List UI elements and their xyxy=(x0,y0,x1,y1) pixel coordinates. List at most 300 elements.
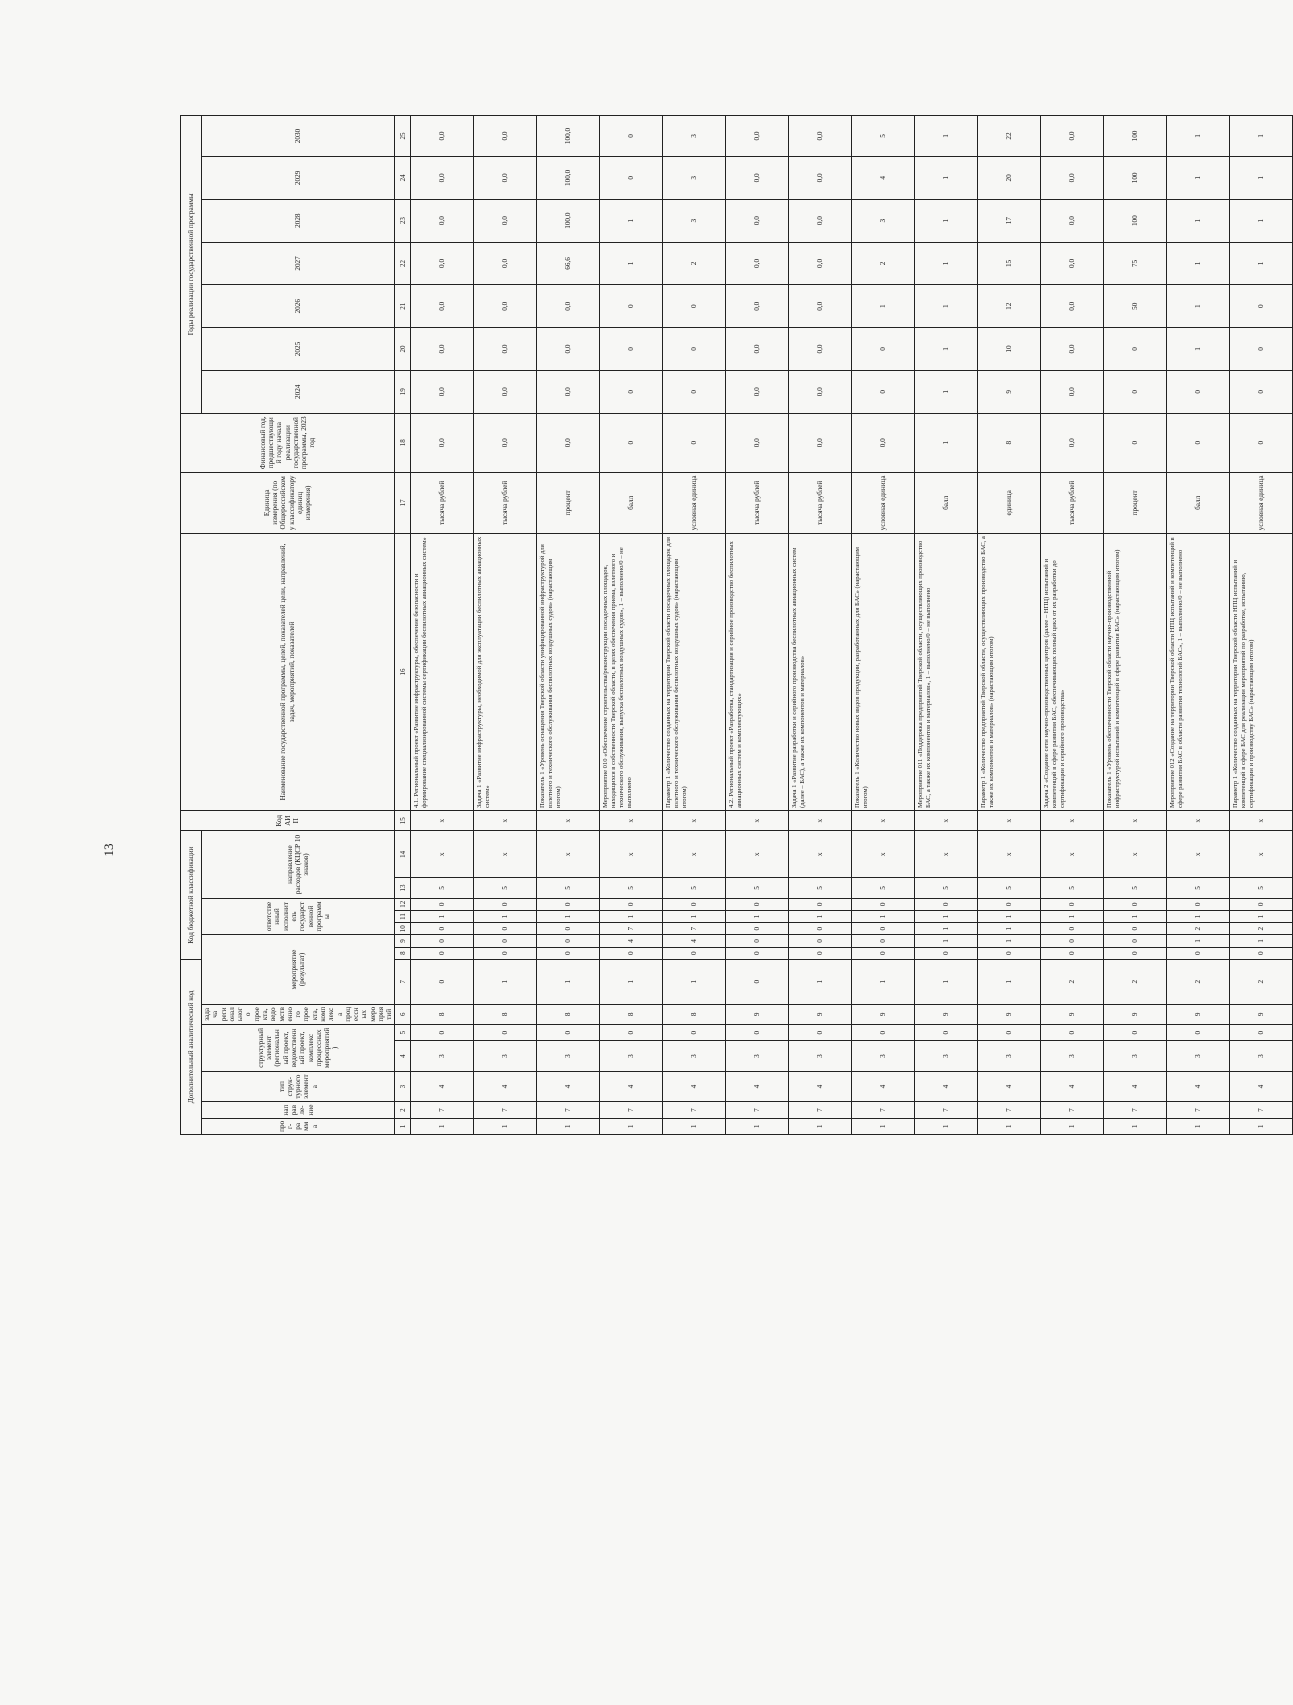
code-cell: 7 xyxy=(600,923,663,935)
year-value: 0 xyxy=(600,285,663,328)
aip-cell: x xyxy=(726,811,789,831)
column-number: 22 xyxy=(395,242,411,285)
code-cell: 4 xyxy=(978,1071,1041,1102)
code-cell: 0 xyxy=(474,923,537,935)
year-value: 0,0 xyxy=(789,156,852,199)
year-value: 0 xyxy=(1230,328,1293,371)
code-cell: 9 xyxy=(852,1004,915,1024)
code-cell: 0 xyxy=(411,935,474,947)
year-value: 75 xyxy=(1104,242,1167,285)
year-value: 3 xyxy=(663,116,726,157)
code-cell: 0 xyxy=(1230,898,1293,910)
year-value: 0,0 xyxy=(789,285,852,328)
code-cell: 5 xyxy=(1104,878,1167,898)
code-cell: 8 xyxy=(411,1004,474,1024)
expense-cell: x xyxy=(600,831,663,878)
code-cell: 0 xyxy=(1041,935,1104,947)
code-cell: 3 xyxy=(789,1041,852,1072)
year-value: 12 xyxy=(978,285,1041,328)
code-cell: 0 xyxy=(1041,1024,1104,1040)
year-value: 0,0 xyxy=(789,116,852,157)
code-cell: 7 xyxy=(789,1102,852,1118)
year-value: 0,0 xyxy=(474,285,537,328)
code-cell: 0 xyxy=(1167,898,1230,910)
base-year-value: 0,0 xyxy=(537,413,600,472)
year-value: 1 xyxy=(600,242,663,285)
code-cell: 4 xyxy=(474,1071,537,1102)
code-cell: 2 xyxy=(1167,959,1230,1004)
code-cell: 8 xyxy=(663,1004,726,1024)
year-value: 0,0 xyxy=(789,370,852,413)
code-cell: 4 xyxy=(1230,1071,1293,1102)
code-cell: 4 xyxy=(411,1071,474,1102)
code-cell: 5 xyxy=(1167,878,1230,898)
year-value: 0,0 xyxy=(411,285,474,328)
code-cell: 1 xyxy=(915,923,978,935)
row-name: Задача 1 «Развитие разработки и серийного производства беспилотных авиационных систем (далее – БАС), а также их компонентов и материалов» xyxy=(789,533,852,810)
code-cell: 0 xyxy=(852,898,915,910)
year-value: 22 xyxy=(978,116,1041,157)
expense-cell: x xyxy=(1104,831,1167,878)
row-name: 4.2. Региональный проект «Разработка, стандартизация и серийное производство беспилотных авиационных систем и комплектующих» xyxy=(726,533,789,810)
column-number: 21 xyxy=(395,285,411,328)
year-value: 0,0 xyxy=(474,370,537,413)
year-value: 1 xyxy=(915,285,978,328)
code-cell: 3 xyxy=(915,1041,978,1072)
year-value: 50 xyxy=(1104,285,1167,328)
year-value: 0,0 xyxy=(1041,156,1104,199)
code-cell: 8 xyxy=(537,1004,600,1024)
code-cell: 1 xyxy=(600,910,663,922)
code-cell: 7 xyxy=(411,1102,474,1118)
header-budget-group: Код бюджетной классификации xyxy=(181,831,202,959)
year-value: 100,0 xyxy=(537,199,600,242)
row-name: Мероприятие 012 «Создание на территории Тверской области НПЦ испытаний и компетенций в сфере развития БАС в области развития технологий БАС», 1 – выполнено/0 – не выполнено xyxy=(1167,533,1230,810)
code-cell: 1 xyxy=(915,935,978,947)
expense-cell: x xyxy=(915,831,978,878)
unit-cell: условная единица xyxy=(1230,472,1293,533)
code-cell: 0 xyxy=(1167,947,1230,959)
aip-cell: x xyxy=(474,811,537,831)
code-cell: 1 xyxy=(1167,935,1230,947)
base-year-value: 0,0 xyxy=(1041,413,1104,472)
year-value: 2 xyxy=(852,242,915,285)
year-value: 0,0 xyxy=(537,328,600,371)
code-cell: 0 xyxy=(726,947,789,959)
code-cell: 4 xyxy=(663,1071,726,1102)
column-number: 17 xyxy=(395,472,411,533)
year-value: 0,0 xyxy=(474,156,537,199)
aip-cell: x xyxy=(978,811,1041,831)
expense-cell: x xyxy=(411,831,474,878)
code-cell: 0 xyxy=(789,947,852,959)
header-year: 2025 xyxy=(202,328,395,371)
year-value: 1 xyxy=(915,156,978,199)
code-cell: 3 xyxy=(1230,1041,1293,1072)
program-table xyxy=(180,115,1293,1135)
code-cell: 1 xyxy=(663,910,726,922)
code-cell: 1 xyxy=(789,910,852,922)
year-value: 0,0 xyxy=(1041,116,1104,157)
column-number: 24 xyxy=(395,156,411,199)
expense-cell: x xyxy=(474,831,537,878)
year-value: 9 xyxy=(978,370,1041,413)
year-value: 1 xyxy=(1167,199,1230,242)
aip-cell: x xyxy=(915,811,978,831)
code-cell: 2 xyxy=(1104,959,1167,1004)
year-value: 0 xyxy=(600,116,663,157)
code-cell: 0 xyxy=(915,1024,978,1040)
unit-cell: балл xyxy=(1167,472,1230,533)
aip-cell: x xyxy=(1041,811,1104,831)
code-cell: 1 xyxy=(978,935,1041,947)
code-cell: 9 xyxy=(1104,1004,1167,1024)
unit-cell: единица xyxy=(978,472,1041,533)
header-analytic-group: Дополнительный аналитический код xyxy=(181,959,202,1134)
column-number: 4 xyxy=(395,1041,411,1072)
code-cell: 3 xyxy=(978,1041,1041,1072)
year-value: 0,0 xyxy=(474,116,537,157)
year-value: 0,0 xyxy=(1041,370,1104,413)
code-cell: 0 xyxy=(600,898,663,910)
code-cell: 0 xyxy=(474,935,537,947)
code-cell: 4 xyxy=(600,935,663,947)
code-cell: 0 xyxy=(1230,947,1293,959)
code-cell: 1 xyxy=(789,959,852,1004)
unit-cell: балл xyxy=(915,472,978,533)
header-year: 2024 xyxy=(202,370,395,413)
year-value: 0,0 xyxy=(411,199,474,242)
year-value: 0 xyxy=(663,328,726,371)
unit-cell: тысяча рублей xyxy=(411,472,474,533)
year-value: 66,6 xyxy=(537,242,600,285)
code-cell: 0 xyxy=(1041,923,1104,935)
code-cell: 8 xyxy=(474,1004,537,1024)
code-cell: 1 xyxy=(852,1118,915,1134)
row-name: Показатель 1 «Уровень оснащения Тверской области унифицированной инфраструктурой для взлетного и технического обслуживания беспилотных воздушных судов» (нарастающим итогом) xyxy=(537,533,600,810)
year-value: 100 xyxy=(1104,156,1167,199)
code-cell: 5 xyxy=(1230,878,1293,898)
unit-cell: тысяча рублей xyxy=(726,472,789,533)
code-cell: 0 xyxy=(852,1024,915,1040)
column-number: 6 xyxy=(395,1004,411,1024)
column-number: 19 xyxy=(395,370,411,413)
code-cell: 0 xyxy=(411,923,474,935)
year-value: 0 xyxy=(852,370,915,413)
year-value: 15 xyxy=(978,242,1041,285)
code-cell: 5 xyxy=(600,878,663,898)
year-value: 0,0 xyxy=(474,199,537,242)
code-cell: 5 xyxy=(663,878,726,898)
table-row xyxy=(789,116,852,1135)
year-value: 3 xyxy=(663,156,726,199)
row-name: Показатель 1 «Количество новых видов продукции, разработанных для БАС» (нарастающим итогом) xyxy=(852,533,915,810)
year-value: 0,0 xyxy=(726,370,789,413)
code-cell: 1 xyxy=(474,959,537,1004)
year-value: 0 xyxy=(1104,370,1167,413)
code-cell: 7 xyxy=(1167,1102,1230,1118)
code-cell: 1 xyxy=(915,910,978,922)
code-cell: 5 xyxy=(852,878,915,898)
code-cell: 7 xyxy=(1104,1102,1167,1118)
code-cell: 7 xyxy=(1230,1102,1293,1118)
year-value: 1 xyxy=(1167,285,1230,328)
code-cell: 1 xyxy=(789,1118,852,1134)
year-value: 0 xyxy=(852,328,915,371)
year-value: 5 xyxy=(852,116,915,157)
base-year-value: 0 xyxy=(1104,413,1167,472)
code-cell: 1 xyxy=(600,959,663,1004)
year-value: 0 xyxy=(600,328,663,371)
column-number: 20 xyxy=(395,328,411,371)
table-row xyxy=(1167,116,1230,1135)
code-cell: 1 xyxy=(474,910,537,922)
code-cell: 0 xyxy=(411,898,474,910)
table-row xyxy=(1104,116,1167,1135)
year-value: 0,0 xyxy=(474,328,537,371)
header-years-group: Годы реализации государственной программы xyxy=(181,116,202,414)
code-cell: 1 xyxy=(1230,1118,1293,1134)
unit-cell: тысяча рублей xyxy=(474,472,537,533)
row-name: Мероприятие 011 «Поддержка предприятий Тверской области, осуществляющих производство БАС, а также их компонентов и материалов», 1 – выполнено/0 – не выполнено xyxy=(915,533,978,810)
code-cell: 0 xyxy=(663,947,726,959)
code-cell: 0 xyxy=(600,947,663,959)
code-cell: 4 xyxy=(600,1071,663,1102)
expense-cell: x xyxy=(537,831,600,878)
year-value: 0,0 xyxy=(411,370,474,413)
year-value: 0 xyxy=(1230,370,1293,413)
column-number: 10 xyxy=(395,923,411,935)
base-year-value: 0 xyxy=(663,413,726,472)
table-row xyxy=(852,116,915,1135)
header-program: прог-рамма xyxy=(202,1118,395,1134)
code-cell: 7 xyxy=(1041,1102,1104,1118)
code-cell: 1 xyxy=(1230,910,1293,922)
table-row xyxy=(600,116,663,1135)
code-cell: 0 xyxy=(537,1024,600,1040)
column-number: 15 xyxy=(395,811,411,831)
aip-cell: x xyxy=(1167,811,1230,831)
code-cell: 0 xyxy=(537,947,600,959)
code-cell: 9 xyxy=(915,1004,978,1024)
code-cell: 1 xyxy=(663,1118,726,1134)
column-number: 3 xyxy=(395,1071,411,1102)
code-cell: 0 xyxy=(915,947,978,959)
code-cell: 7 xyxy=(852,1102,915,1118)
aip-cell: x xyxy=(1230,811,1293,831)
code-cell: 1 xyxy=(537,1118,600,1134)
header-aip: Код АИП xyxy=(181,811,395,831)
year-value: 3 xyxy=(852,199,915,242)
code-cell: 0 xyxy=(411,947,474,959)
code-cell: 0 xyxy=(726,959,789,1004)
year-value: 10 xyxy=(978,328,1041,371)
year-value: 0,0 xyxy=(726,199,789,242)
base-year-value: 0,0 xyxy=(852,413,915,472)
year-value: 1 xyxy=(852,285,915,328)
code-cell: 4 xyxy=(789,1071,852,1102)
header-year: 2026 xyxy=(202,285,395,328)
code-cell: 1 xyxy=(978,923,1041,935)
year-value: 1 xyxy=(915,370,978,413)
column-number: 23 xyxy=(395,199,411,242)
code-cell: 0 xyxy=(852,935,915,947)
base-year-value: 8 xyxy=(978,413,1041,472)
table-row xyxy=(474,116,537,1135)
expense-cell: x xyxy=(1041,831,1104,878)
column-number: 1 xyxy=(395,1118,411,1134)
code-cell: 0 xyxy=(537,898,600,910)
code-cell: 0 xyxy=(978,898,1041,910)
year-value: 0,0 xyxy=(1041,199,1104,242)
code-cell: 1 xyxy=(1167,1118,1230,1134)
row-name: Параметр 1 «Количество созданных на территории Тверской области посадочных площадок для взлетного и технического обслуживания беспилотных воздушных судов» (нарастающим итогом) xyxy=(663,533,726,810)
column-number: 9 xyxy=(395,935,411,947)
year-value: 1 xyxy=(915,199,978,242)
code-cell: 4 xyxy=(726,1071,789,1102)
year-value: 3 xyxy=(663,199,726,242)
code-cell: 0 xyxy=(852,947,915,959)
year-value: 1 xyxy=(1167,328,1230,371)
code-cell: 7 xyxy=(600,1102,663,1118)
code-cell: 0 xyxy=(726,1024,789,1040)
code-cell: 1 xyxy=(663,959,726,1004)
year-value: 1 xyxy=(1230,242,1293,285)
aip-cell: x xyxy=(789,811,852,831)
year-value: 0,0 xyxy=(474,242,537,285)
code-cell: 0 xyxy=(789,923,852,935)
aip-cell: x xyxy=(537,811,600,831)
unit-cell: тысяча рублей xyxy=(789,472,852,533)
code-cell: 3 xyxy=(537,1041,600,1072)
code-cell: 3 xyxy=(852,1041,915,1072)
code-cell: 9 xyxy=(789,1004,852,1024)
header-structural: структурный элемент (региональный проект, ведомственный проект, комплекс процессных мероприятий) xyxy=(202,1024,395,1071)
code-cell: 1 xyxy=(1230,935,1293,947)
header-fin-year: Финансовый год, предшествующий году начала реализации государственной программы, 2023 год xyxy=(181,413,395,472)
code-cell: 0 xyxy=(474,1024,537,1040)
code-cell: 0 xyxy=(411,959,474,1004)
row-name: Параметр 1 «Количество предприятий Тверской области, осуществляющих производство БАС, а также их компонентов и материалов» (нарастающим итогом) xyxy=(978,533,1041,810)
row-name: 4.1. Региональный проект «Развитие инфраструктуры, обеспечение безопасности и формирование специализированной системы сертификации беспилотных авиационных систем» xyxy=(411,533,474,810)
unit-cell: тысяча рублей xyxy=(1041,472,1104,533)
year-value: 0,0 xyxy=(411,156,474,199)
code-cell: 4 xyxy=(663,935,726,947)
code-cell: 7 xyxy=(663,923,726,935)
code-cell: 1 xyxy=(411,1118,474,1134)
code-cell: 1 xyxy=(1041,910,1104,922)
year-value: 1 xyxy=(1230,199,1293,242)
code-cell: 1 xyxy=(915,1118,978,1134)
code-cell: 5 xyxy=(978,878,1041,898)
code-cell: 5 xyxy=(411,878,474,898)
expense-cell: x xyxy=(1167,831,1230,878)
code-cell: 1 xyxy=(537,959,600,1004)
code-cell: 0 xyxy=(978,1024,1041,1040)
year-value: 0,0 xyxy=(1041,328,1104,371)
year-value: 1 xyxy=(1167,116,1230,157)
code-cell: 0 xyxy=(537,935,600,947)
year-value: 0,0 xyxy=(726,285,789,328)
header-name: Наименование государственной программы, целей, показателей цели, направлений, задач, мероприятий, показателей xyxy=(181,533,395,810)
table-body xyxy=(395,116,1293,1135)
code-cell: 0 xyxy=(411,1024,474,1040)
year-value: 0,0 xyxy=(411,242,474,285)
code-cell: 0 xyxy=(1041,898,1104,910)
expense-cell: x xyxy=(852,831,915,878)
header-year: 2029 xyxy=(202,156,395,199)
year-value: 0,0 xyxy=(726,156,789,199)
expense-cell: x xyxy=(1230,831,1293,878)
row-name: Показатель 1 «Уровень обеспеченности Тверской области научно-производственной инфраструктурой испытаний и компетенций в сфере развития БАС» (нарастающим итогом) xyxy=(1104,533,1167,810)
header-measure: мероприятие (результат) xyxy=(202,935,395,1004)
code-cell: 1 xyxy=(1167,910,1230,922)
program-table-sheet xyxy=(180,115,1266,1135)
column-number: 18 xyxy=(395,413,411,472)
code-cell: 7 xyxy=(474,1102,537,1118)
column-number: 2 xyxy=(395,1102,411,1118)
year-value: 0,0 xyxy=(789,242,852,285)
column-number: 11 xyxy=(395,910,411,922)
code-cell: 0 xyxy=(1104,947,1167,959)
code-cell: 2 xyxy=(1167,923,1230,935)
header-direction: направле-ние xyxy=(202,1102,395,1118)
aip-cell: x xyxy=(852,811,915,831)
code-cell: 0 xyxy=(474,947,537,959)
code-cell: 4 xyxy=(1167,1071,1230,1102)
code-cell: 0 xyxy=(789,898,852,910)
column-number: 7 xyxy=(395,959,411,1004)
code-cell: 5 xyxy=(789,878,852,898)
code-cell: 1 xyxy=(915,959,978,1004)
table-row xyxy=(726,116,789,1135)
base-year-value: 0,0 xyxy=(474,413,537,472)
code-cell: 4 xyxy=(852,1071,915,1102)
year-value: 0,0 xyxy=(726,116,789,157)
code-cell: 0 xyxy=(537,923,600,935)
year-value: 0 xyxy=(1167,370,1230,413)
base-year-value: 0,0 xyxy=(789,413,852,472)
aip-cell: x xyxy=(663,811,726,831)
code-cell: 0 xyxy=(852,923,915,935)
code-cell: 3 xyxy=(726,1041,789,1072)
code-cell: 0 xyxy=(915,898,978,910)
year-value: 1 xyxy=(1230,156,1293,199)
code-cell: 0 xyxy=(789,1024,852,1040)
code-cell: 1 xyxy=(1104,910,1167,922)
aip-cell: x xyxy=(1104,811,1167,831)
code-cell: 3 xyxy=(1167,1041,1230,1072)
year-value: 0,0 xyxy=(1041,242,1104,285)
year-value: 1 xyxy=(915,242,978,285)
table-row xyxy=(537,116,600,1135)
table-row xyxy=(978,116,1041,1135)
code-cell: 1 xyxy=(537,910,600,922)
column-number: 5 xyxy=(395,1024,411,1040)
year-value: 1 xyxy=(600,199,663,242)
base-year-value: 0,0 xyxy=(726,413,789,472)
code-cell: 1 xyxy=(852,910,915,922)
code-cell: 7 xyxy=(537,1102,600,1118)
unit-cell: процент xyxy=(537,472,600,533)
header-executor: ответственный исполнитель государственной программы xyxy=(202,898,395,935)
table-row xyxy=(411,116,474,1135)
code-cell: 1 xyxy=(726,1118,789,1134)
code-cell: 5 xyxy=(726,878,789,898)
code-cell: 3 xyxy=(1041,1041,1104,1072)
code-cell: 9 xyxy=(1041,1004,1104,1024)
code-cell: 5 xyxy=(1041,878,1104,898)
